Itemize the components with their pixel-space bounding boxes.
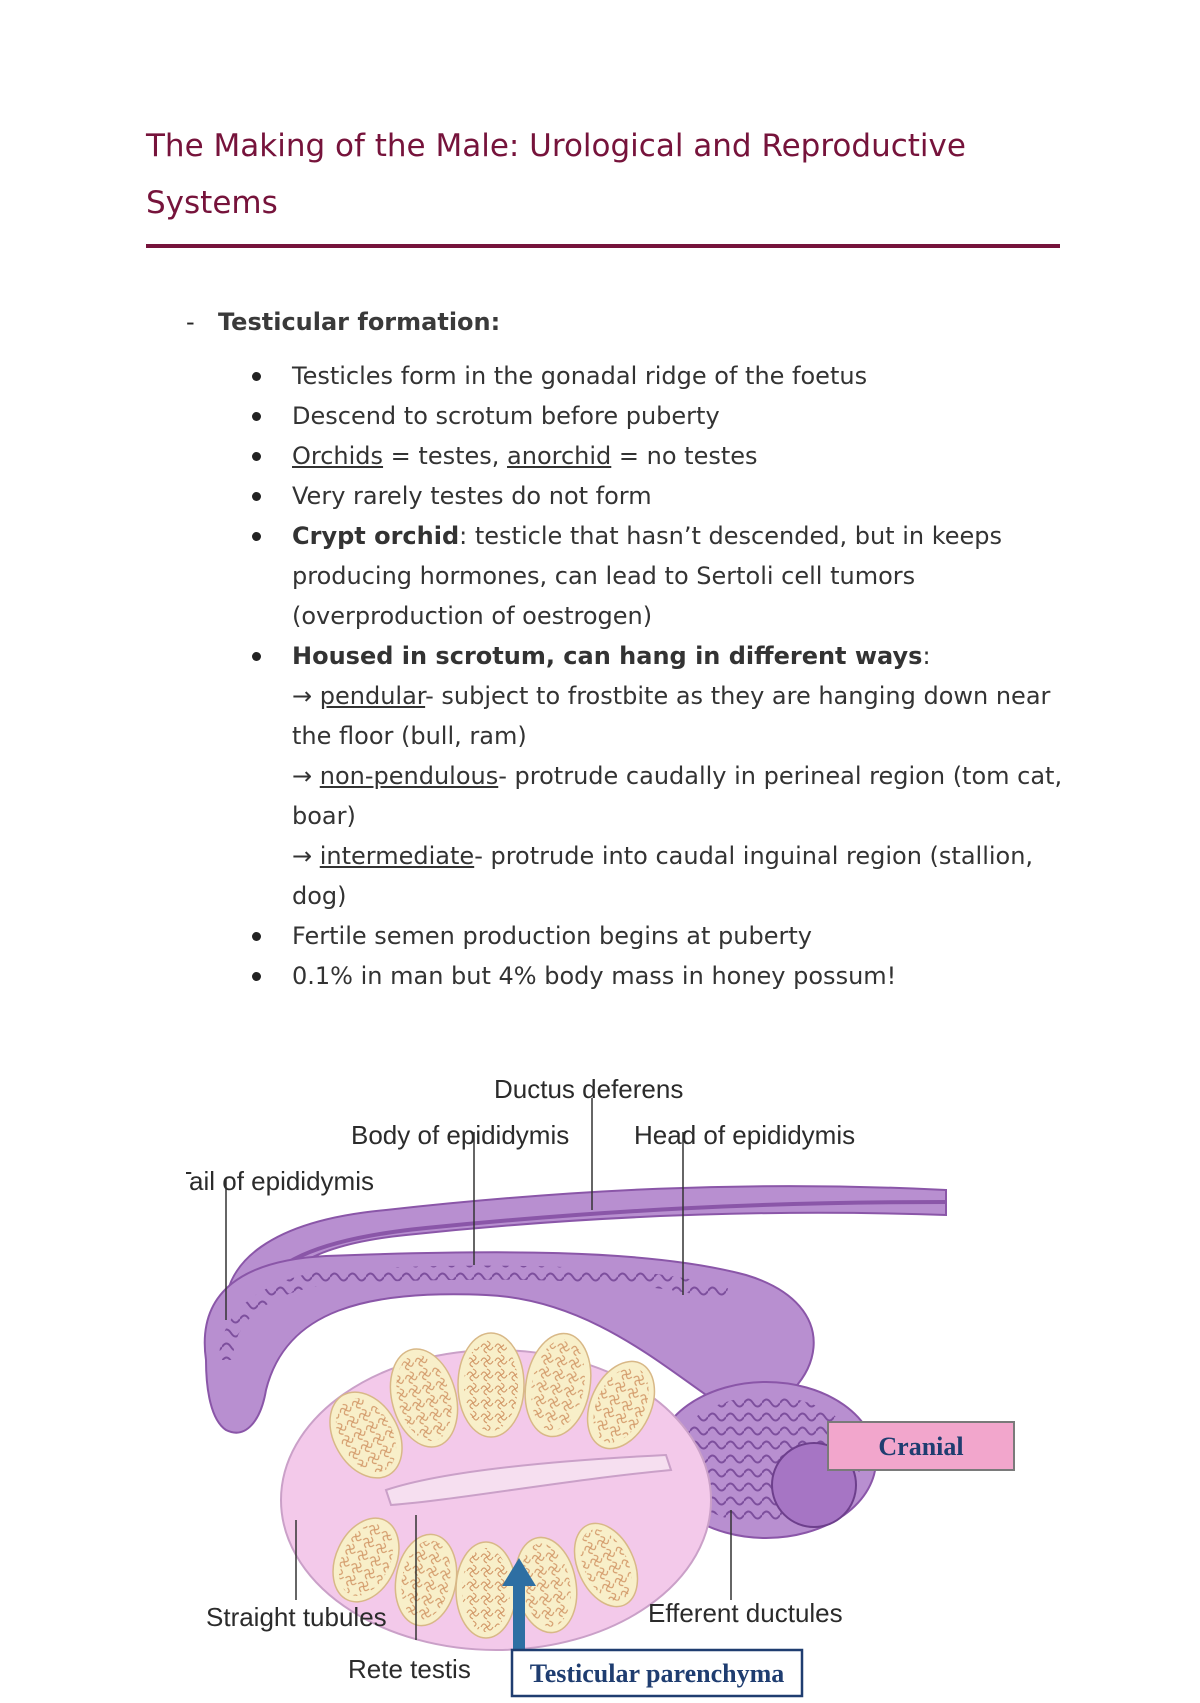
list-item-text: Very rarely testes do not form [292, 482, 652, 510]
list-item-text: 0.1% in man but 4% body mass in honey possum! [292, 962, 897, 990]
testicular-formation-section [146, 302, 1066, 990]
list-item-text: Fertile semen production begins at puberty [292, 922, 812, 950]
term-orchids: Orchids [292, 442, 384, 470]
sub-item-text: - protrude into caudal inguinal region (stallion, dog) [292, 842, 1034, 910]
term-crypt-orchid: Crypt orchid [292, 522, 460, 550]
term-non-pendulous: non-pendulous [319, 762, 499, 790]
list-item [146, 356, 1066, 396]
label-head-of-epididymis: Head of epididymis [634, 1120, 856, 1150]
list-item [146, 516, 1066, 636]
bullet-icon [252, 492, 261, 501]
bullet-icon [252, 652, 261, 661]
label-body-of-epididymis: Body of epididymis [351, 1120, 570, 1150]
testis-anatomy-figure [186, 1060, 1086, 1698]
arrow-icon: → [292, 762, 313, 790]
list-item [146, 956, 1066, 996]
list-item [146, 636, 1066, 916]
bullet-icon [252, 932, 261, 941]
sub-item-text: - protrude caudally in perineal region (tom cat, boar) [292, 762, 1063, 830]
bullet-icon [252, 532, 261, 541]
label-ductus-deferens: Ductus deferens [494, 1074, 684, 1104]
arrow-icon: → [292, 842, 313, 870]
term-pendular: pendular [319, 682, 426, 710]
label-rete-testis: Rete testis [348, 1654, 471, 1684]
term-intermediate: intermediate [319, 842, 475, 870]
sub-item-non-pendulous [292, 756, 1066, 836]
section-heading-row [146, 302, 1066, 342]
list-item [146, 396, 1066, 436]
sub-item-pendular [292, 676, 1066, 756]
list-item-text: : [922, 642, 931, 670]
title-underline-rule [146, 244, 1060, 248]
arrow-icon: → [292, 682, 313, 710]
list-item [146, 916, 1066, 956]
label-straight-tubules: Straight tubules [206, 1602, 387, 1632]
parenchyma-label: Testicular parenchyma [529, 1659, 785, 1688]
bullet-icon [252, 452, 261, 461]
arrow-shaft [513, 1582, 525, 1650]
list-item-text: Descend to scrotum before puberty [292, 402, 720, 430]
bullet-icon [252, 972, 261, 981]
section-heading: Testicular formation: [218, 308, 501, 336]
list-item-text: : testicle that hasn’t descended, but in keeps producing hormones, can lead to Sertoli cell tumors (overproduction of oestrogen) [292, 522, 1003, 630]
testis-diagram [186, 1060, 1086, 1698]
list-item-text: = no testes [611, 442, 758, 470]
list-item [146, 436, 1066, 476]
list-dash: - [186, 308, 195, 336]
sub-item-text: - subject to frostbite as they are hanging down near the floor (bull, ram) [292, 682, 1051, 750]
list-item-text: = testes, [383, 442, 508, 470]
sub-item-intermediate [292, 836, 1066, 916]
list-item-text: Testicles form in the gonadal ridge of the foetus [292, 362, 868, 390]
document-title: The Making of the Male: Urological and Reproductive Systems [146, 128, 966, 221]
bullet-icon [252, 372, 261, 381]
label-tail-of-epididymis: Tail of epididymis [186, 1166, 374, 1196]
cranial-label: Cranial [878, 1432, 964, 1461]
list-item [146, 476, 1066, 516]
term-anorchid: anorchid [507, 442, 612, 470]
bullet-icon [252, 412, 261, 421]
bullet-list [146, 356, 1066, 996]
term-housed-in-scrotum: Housed in scrotum, can hang in different ways [292, 642, 923, 670]
label-efferent-ductules: Efferent ductules [648, 1598, 843, 1628]
